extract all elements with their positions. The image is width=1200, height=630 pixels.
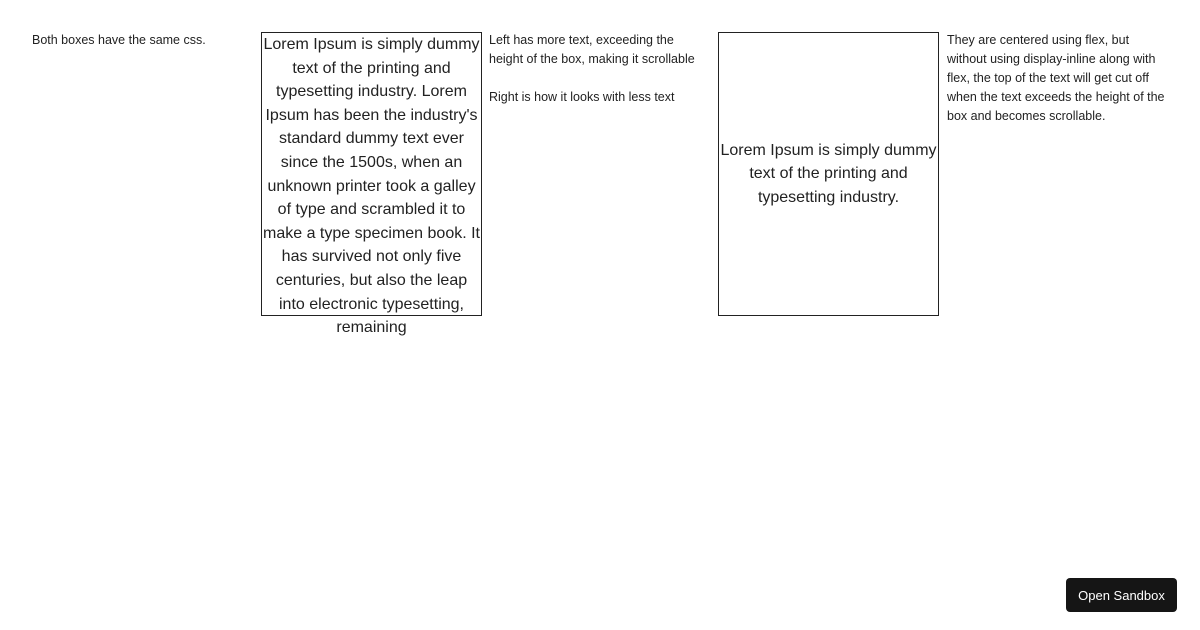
right-box-text: Lorem Ipsum is simply dummy text of the printing and typesetting industry.	[720, 141, 937, 206]
comparison-text-left: Left has more text, exceeding the height of the box, making it scrollable	[489, 33, 695, 66]
comparison-text-right: Right is how it looks with less text	[489, 90, 675, 104]
left-box-text: Lorem Ipsum is simply dummy text of the printing and typesetting industry. Lorem Ipsum has been the industry's standard dummy text ever since the 1500s, when an unknown printer took a galley of type and scrambled it to make a type specimen book. It has survived not only five centuries, but also the leap into electronic typesetting, remaining	[263, 36, 480, 337]
intro-text: Both boxes have the same css.	[32, 33, 206, 47]
right-box[interactable]	[718, 32, 939, 316]
explanation-text: They are centered using flex, but without using display-inline along with flex, the top of the text will get cut off when the text exceeds the height of the box and becomes scrollable.	[947, 33, 1165, 123]
open-sandbox-button[interactable]: Open Sandbox	[1066, 578, 1177, 612]
explanation-note	[947, 31, 1169, 126]
comparison-note	[489, 31, 711, 107]
left-scrollable-box[interactable]	[261, 32, 482, 337]
intro-note	[32, 31, 247, 50]
